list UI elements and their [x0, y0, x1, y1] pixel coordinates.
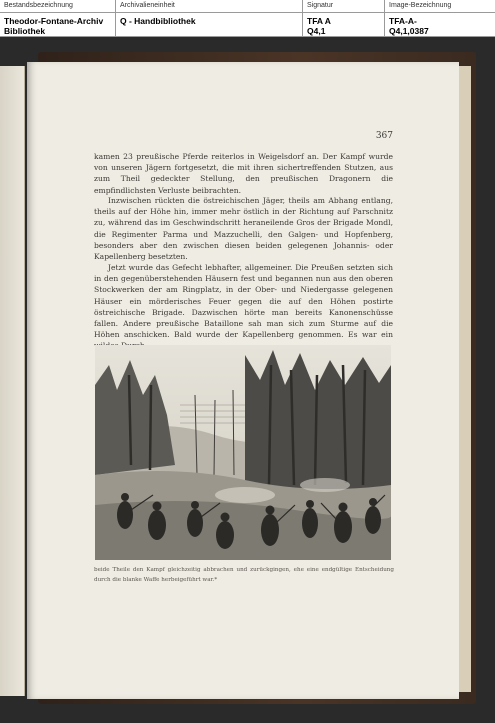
metadata-value: Q - Handbibliothek: [120, 16, 196, 26]
left-page-sliver: [0, 66, 25, 696]
metadata-value: Theodor-Fontane-Archiv Bibliothek: [4, 16, 104, 36]
battle-engraving-illustration: [95, 345, 391, 560]
metadata-header: Signatur: [303, 0, 384, 13]
paragraph: Jetzt wurde das Gefecht lebhafter, allgemeiner. Die Preußen setzten sich in den gegenüberstehenden Häusern fest und begannen nun aus den oberen Stockwerken der am Ringplatz, in der Ober- und Niedergasse gelegenen Häuser ein mörderisches Feuer gegen die auf den Höhen postirte östreichische Brigade. Dazwischen hörte man bereits Kanonenschüsse fallen. Andere preußische Bataillone sah man sich zum Sturme auf die Höhen anschicken. Bald wurde der Kapellenberg genommen. Es war ein: [94, 263, 393, 340]
paragraph: Inzwischen rückten die östreichischen Jäger, theils am Abhang entlang, theils auf der Höhe hin, immer mehr östlich in der Richtung auf Parschnitz zu, während das im Geschwindschritt heraneilende Gros der Brigade Mondl, die Regimenter Parma und Mazzuchelli, den Galgen- und Hopfenberg, besonders aber den zwischen diesen beiden gelegenen Johannis- oder Kapellenberg besetzten.: [94, 196, 393, 262]
metadata-column-image: [385, 0, 495, 37]
paragraph: kamen 23 preußische Pferde reiterlos in Weigelsdorf an. Der Kampf wurde von unseren Jägern fortgesetzt, die mit ihren sichertreffenden Stutzen, aus zum Theil gedeckter Stellung, den preußischen Dragonern die empfindlichsten Verluste beibrachten.: [94, 152, 393, 195]
page-number: 367: [375, 131, 393, 141]
metadata-column-archivalieneinheit: [116, 0, 303, 37]
book-page: [27, 62, 459, 699]
metadata-table: [0, 0, 495, 37]
metadata-header: Archivalieneinheit: [116, 0, 302, 13]
page-stack-edge: [458, 66, 471, 692]
illustration-caption: beide Theile den Kampf gleichzeitig abbrachen und zurückgingen, ehe eine endgültige Entscheidung durch die blanke Waffe herbeigeführt war.*: [94, 567, 394, 583]
metadata-column-signatur: [303, 0, 385, 37]
metadata-column-bestand: [0, 0, 116, 37]
metadata-header: Image-Bezeichnung: [385, 0, 495, 13]
metadata-value: TFA-A- Q4,1,0387: [389, 16, 429, 36]
metadata-value: TFA A Q4,1: [307, 16, 331, 36]
metadata-header: Bestandsbezeichnung: [0, 0, 115, 13]
